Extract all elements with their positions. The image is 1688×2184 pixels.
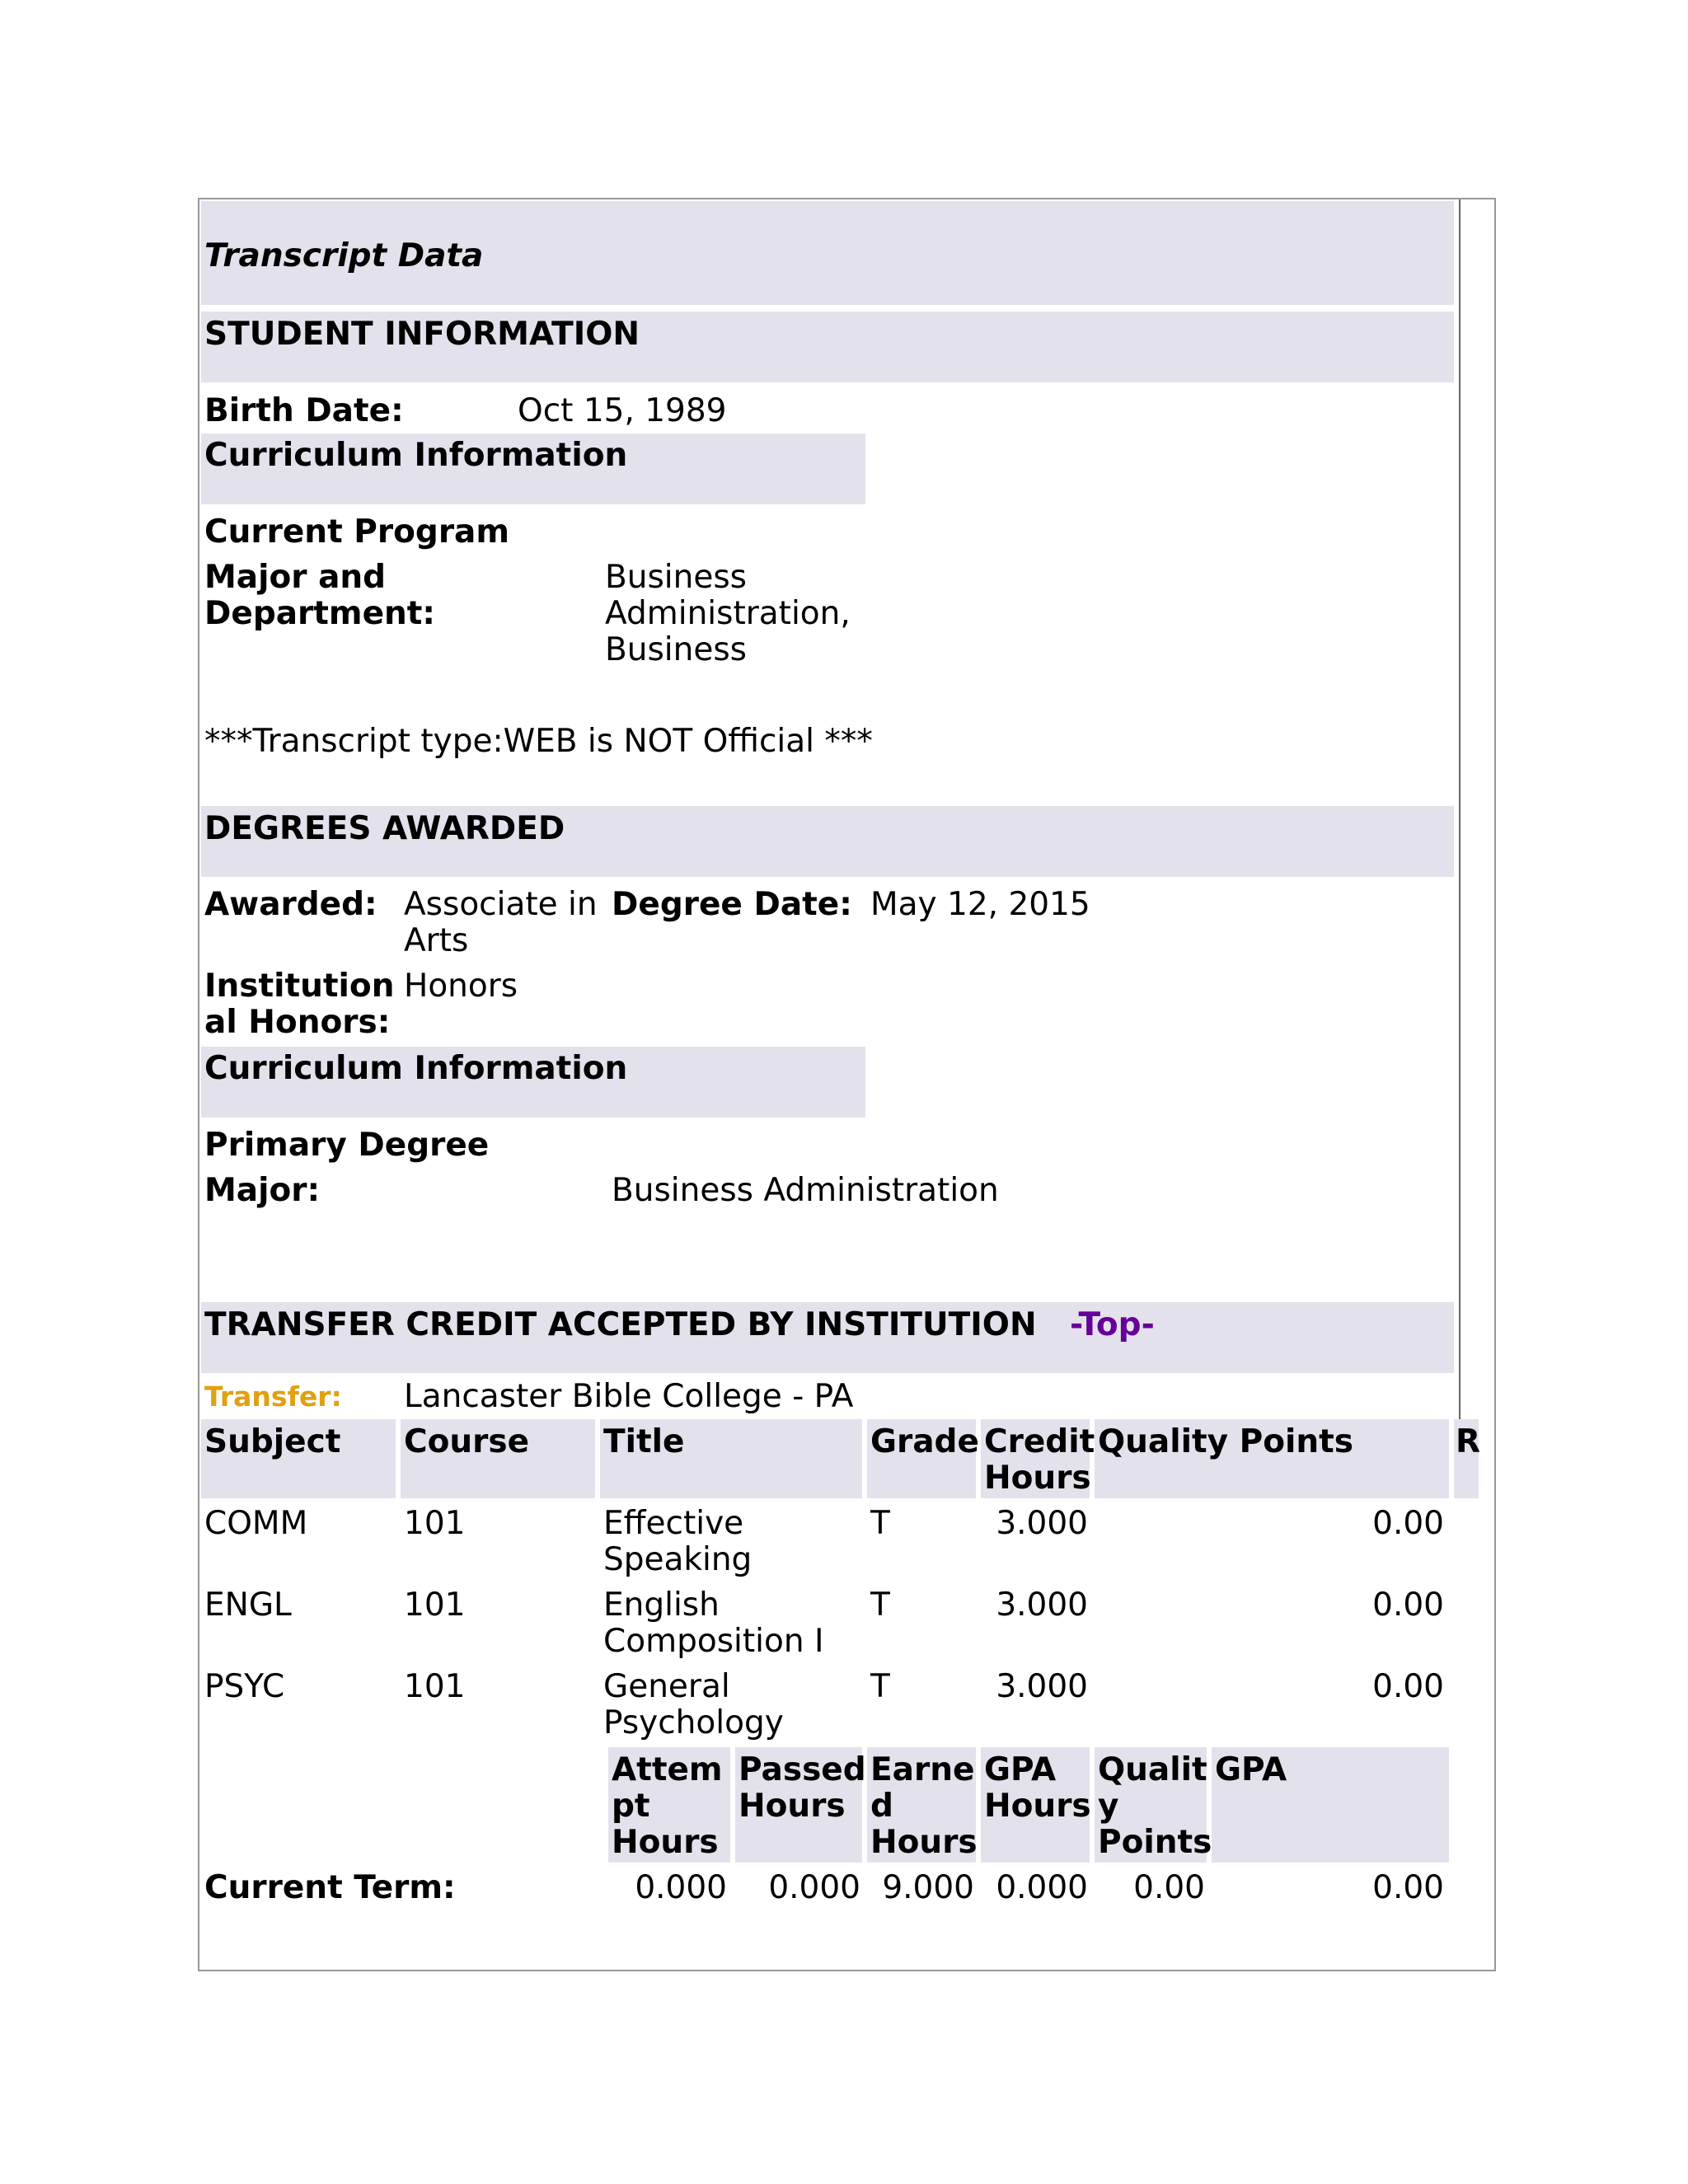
student-info-heading: STUDENT INFORMATION — [204, 316, 640, 353]
degree-date-value: May 12, 2015 — [870, 886, 1090, 923]
row-quality: 0.00 — [1372, 1668, 1444, 1705]
col-quality: Quality Points — [1098, 1423, 1353, 1460]
row-credit: 3.000 — [996, 1586, 1088, 1624]
totals-attempt-3: Hours — [612, 1824, 719, 1861]
totals-gpa-hours-2: Hours — [984, 1788, 1091, 1825]
major-value-2: Administration, — [605, 595, 851, 632]
row-title-1: Effective — [603, 1505, 744, 1542]
row-credit: 3.000 — [996, 1505, 1088, 1542]
current-term-attempt: 0.000 — [635, 1869, 727, 1906]
row-subject: ENGL — [204, 1586, 292, 1624]
current-term-passed: 0.000 — [768, 1869, 860, 1906]
totals-gpa-hours-1: GPA — [984, 1751, 1057, 1788]
col-subject: Subject — [204, 1423, 341, 1460]
row-grade: T — [870, 1586, 890, 1624]
totals-passed-1: Passed — [738, 1751, 866, 1788]
curriculum-heading-2: Curriculum Information — [204, 1050, 628, 1087]
birth-date-label: Birth Date: — [204, 392, 404, 429]
row-title-1: English — [603, 1586, 720, 1624]
col-title: Title — [603, 1423, 685, 1460]
curriculum-heading-1: Curriculum Information — [204, 437, 628, 474]
degree-date-label: Degree Date: — [612, 886, 852, 923]
row-title-2: Psychology — [603, 1704, 784, 1741]
col-credit-1: Credit — [984, 1423, 1095, 1460]
top-link[interactable]: -Top- — [1070, 1306, 1155, 1343]
totals-attempt-1: Attem — [612, 1751, 723, 1788]
row-subject: COMM — [204, 1505, 308, 1542]
row-title-2: Composition I — [603, 1623, 824, 1660]
current-term-quality: 0.00 — [1133, 1869, 1205, 1906]
row-course: 101 — [404, 1668, 466, 1705]
page-title: Transcript Data — [204, 237, 484, 274]
transfer-heading: TRANSFER CREDIT ACCEPTED BY INSTITUTION — [204, 1306, 1037, 1343]
col-credit-2: Hours — [984, 1460, 1091, 1497]
totals-quality-2: y — [1098, 1788, 1119, 1825]
row-credit: 3.000 — [996, 1668, 1088, 1705]
totals-quality-3: Points — [1098, 1824, 1212, 1861]
unofficial-notice: ***Transcript type:WEB is NOT Official *** — [204, 723, 873, 760]
current-program-label: Current Program — [204, 513, 510, 551]
row-grade: T — [870, 1668, 890, 1705]
totals-passed-2: Hours — [738, 1788, 846, 1825]
col-grade: Grade — [870, 1423, 979, 1460]
totals-quality-1: Qualit — [1098, 1751, 1207, 1788]
row-subject: PSYC — [204, 1668, 285, 1705]
col-r: R — [1456, 1423, 1481, 1460]
degrees-heading: DEGREES AWARDED — [204, 810, 565, 847]
row-course: 101 — [404, 1586, 466, 1624]
degree-major-value: Business Administration — [612, 1172, 999, 1209]
row-title-1: General — [603, 1668, 730, 1705]
current-term-label: Current Term: — [204, 1869, 456, 1906]
totals-attempt-2: pt — [612, 1788, 650, 1825]
honors-label-1: Institution — [204, 968, 395, 1005]
transfer-institution: Lancaster Bible College - PA — [404, 1378, 854, 1415]
right-border — [1459, 199, 1461, 1419]
row-title-2: Speaking — [603, 1541, 753, 1578]
awarded-value-1: Associate in — [404, 886, 598, 923]
honors-label-2: al Honors: — [204, 1004, 391, 1041]
major-department-label-1: Major and — [204, 559, 387, 596]
awarded-value-2: Arts — [404, 922, 469, 959]
current-term-gpa-hours: 0.000 — [996, 1869, 1088, 1906]
degree-major-label: Major: — [204, 1172, 321, 1209]
row-course: 101 — [404, 1505, 466, 1542]
current-term-earned: 9.000 — [882, 1869, 974, 1906]
row-quality: 0.00 — [1372, 1505, 1444, 1542]
major-value-3: Business — [605, 631, 747, 668]
transfer-label: Transfer: — [204, 1380, 342, 1413]
row-quality: 0.00 — [1372, 1586, 1444, 1624]
primary-degree-label: Primary Degree — [204, 1127, 490, 1164]
col-course: Course — [404, 1423, 530, 1460]
major-value-1: Business — [605, 559, 747, 596]
totals-earned-3: Hours — [870, 1824, 978, 1861]
row-grade: T — [870, 1505, 890, 1542]
honors-value: Honors — [404, 968, 518, 1005]
major-department-label-2: Department: — [204, 595, 436, 632]
birth-date-value: Oct 15, 1989 — [518, 392, 727, 429]
totals-earned-2: d — [870, 1788, 893, 1825]
totals-earned-1: Earne — [870, 1751, 975, 1788]
current-term-gpa: 0.00 — [1372, 1869, 1444, 1906]
awarded-label: Awarded: — [204, 886, 377, 923]
totals-gpa: GPA — [1215, 1751, 1287, 1788]
